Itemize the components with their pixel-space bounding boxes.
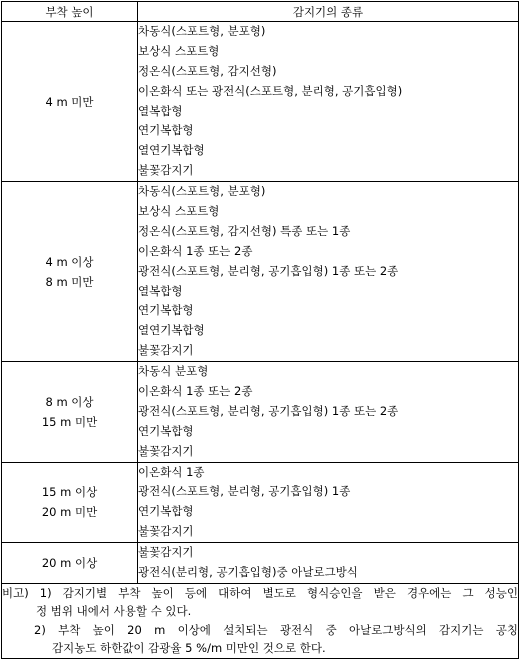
table-row bbox=[2, 22, 519, 182]
detector-height-table bbox=[1, 1, 519, 659]
detector-type-item: 광전식(스포트형, 분리형, 공기흡입형) 1종 bbox=[138, 484, 351, 499]
note-1-line-1: 비고) 1) 감지기별 부착 높이 등에 대하여 별도로 형식승인을 받은 경우에는 그 성능인 bbox=[2, 585, 518, 600]
detector-type-item: 정온식(스포트형, 감지선형) 특종 또는 1종 bbox=[138, 223, 351, 238]
types-cell bbox=[138, 362, 519, 462]
detector-type-item: 불꽃감지기 bbox=[138, 443, 194, 458]
types-cell bbox=[138, 182, 519, 362]
note-1-line-2: 정 범위 내에서 사용할 수 있다. bbox=[36, 604, 192, 619]
height-line: 15 m 미만 bbox=[41, 414, 98, 429]
detector-type-item: 불꽃감지기 bbox=[138, 343, 194, 358]
table-row bbox=[2, 462, 519, 543]
detector-type-item: 광전식(스포트형, 분리형, 공기흡입형) 1종 또는 2종 bbox=[138, 263, 399, 278]
detector-type-item: 보상식 스포트형 bbox=[138, 204, 220, 219]
types-cell bbox=[138, 543, 519, 584]
detector-type-item: 차동식 분포형 bbox=[138, 364, 209, 379]
types-cell bbox=[138, 22, 519, 182]
table-header-row bbox=[2, 2, 519, 22]
header-mounting-height: 부착 높이 bbox=[2, 2, 138, 22]
detector-type-item: 보상식 스포트형 bbox=[138, 43, 220, 58]
detector-type-item: 정온식(스포트형, 감지선형) bbox=[138, 63, 277, 78]
detector-type-item: 불꽃감지기 bbox=[138, 163, 194, 178]
height-line: 8 m 미만 bbox=[45, 274, 94, 289]
detector-type-item: 불꽃감지기 bbox=[138, 524, 194, 539]
detector-type-item: 차동식(스포트형, 분포형) bbox=[138, 24, 266, 38]
detector-type-item: 이온화식 1종 또는 2종 bbox=[138, 384, 253, 399]
types-cell bbox=[138, 462, 519, 543]
height-line: 4 m 이상 bbox=[45, 254, 94, 269]
detector-type-item: 연기복합형 bbox=[138, 504, 194, 519]
height-cell bbox=[2, 543, 138, 584]
detector-type-item: 열복합형 bbox=[138, 103, 183, 118]
height-line: 15 m 이상 bbox=[41, 485, 98, 500]
height-line: 20 m 미만 bbox=[41, 505, 98, 520]
detector-type-item: 광전식(스포트형, 분리형, 공기흡입형) 1종 또는 2종 bbox=[138, 403, 399, 418]
detector-type-item: 이온화식 또는 광전식(스포트형, 분리형, 공기흡입형) bbox=[138, 83, 403, 98]
notes-row bbox=[2, 583, 519, 658]
height-cell bbox=[2, 362, 138, 462]
height-cell bbox=[2, 182, 138, 362]
detector-type-item: 연기복합형 bbox=[138, 123, 194, 138]
detector-type-item: 이온화식 1종 bbox=[138, 464, 205, 479]
height-line: 4 m 미만 bbox=[45, 94, 94, 109]
height-cell bbox=[2, 462, 138, 543]
document-page bbox=[1, 1, 518, 656]
detector-type-item: 광전식(분리형, 공기흡입형)중 아날로그방식 bbox=[138, 565, 358, 580]
detector-type-item: 열연기복합형 bbox=[138, 143, 205, 158]
notes-cell bbox=[2, 583, 519, 658]
detector-type-item: 연기복합형 bbox=[138, 303, 194, 318]
note-2-line-2: 감지농도 하한값이 감광율 5 %/m 미만인 것으로 한다. bbox=[52, 641, 326, 656]
table-row bbox=[2, 362, 519, 462]
height-line: 20 m 이상 bbox=[41, 556, 98, 571]
detector-type-item: 열복합형 bbox=[138, 283, 183, 298]
detector-type-item: 차동식(스포트형, 분포형) bbox=[138, 184, 266, 199]
table-row bbox=[2, 182, 519, 362]
detector-type-item: 열연기복합형 bbox=[138, 323, 205, 338]
detector-type-item: 불꽃감지기 bbox=[138, 545, 194, 560]
table-row bbox=[2, 543, 519, 584]
height-cell bbox=[2, 22, 138, 182]
note-2-line-1: 2) 부착 높이 20 m 이상에 설치되는 광전식 중 아날로그방식의 감지기는 공칭 bbox=[34, 622, 518, 637]
header-detector-type: 감지기의 종류 bbox=[138, 2, 519, 22]
detector-type-item: 이온화식 1종 또는 2종 bbox=[138, 243, 253, 258]
detector-type-item: 연기복합형 bbox=[138, 423, 194, 438]
height-line: 8 m 이상 bbox=[45, 394, 94, 409]
